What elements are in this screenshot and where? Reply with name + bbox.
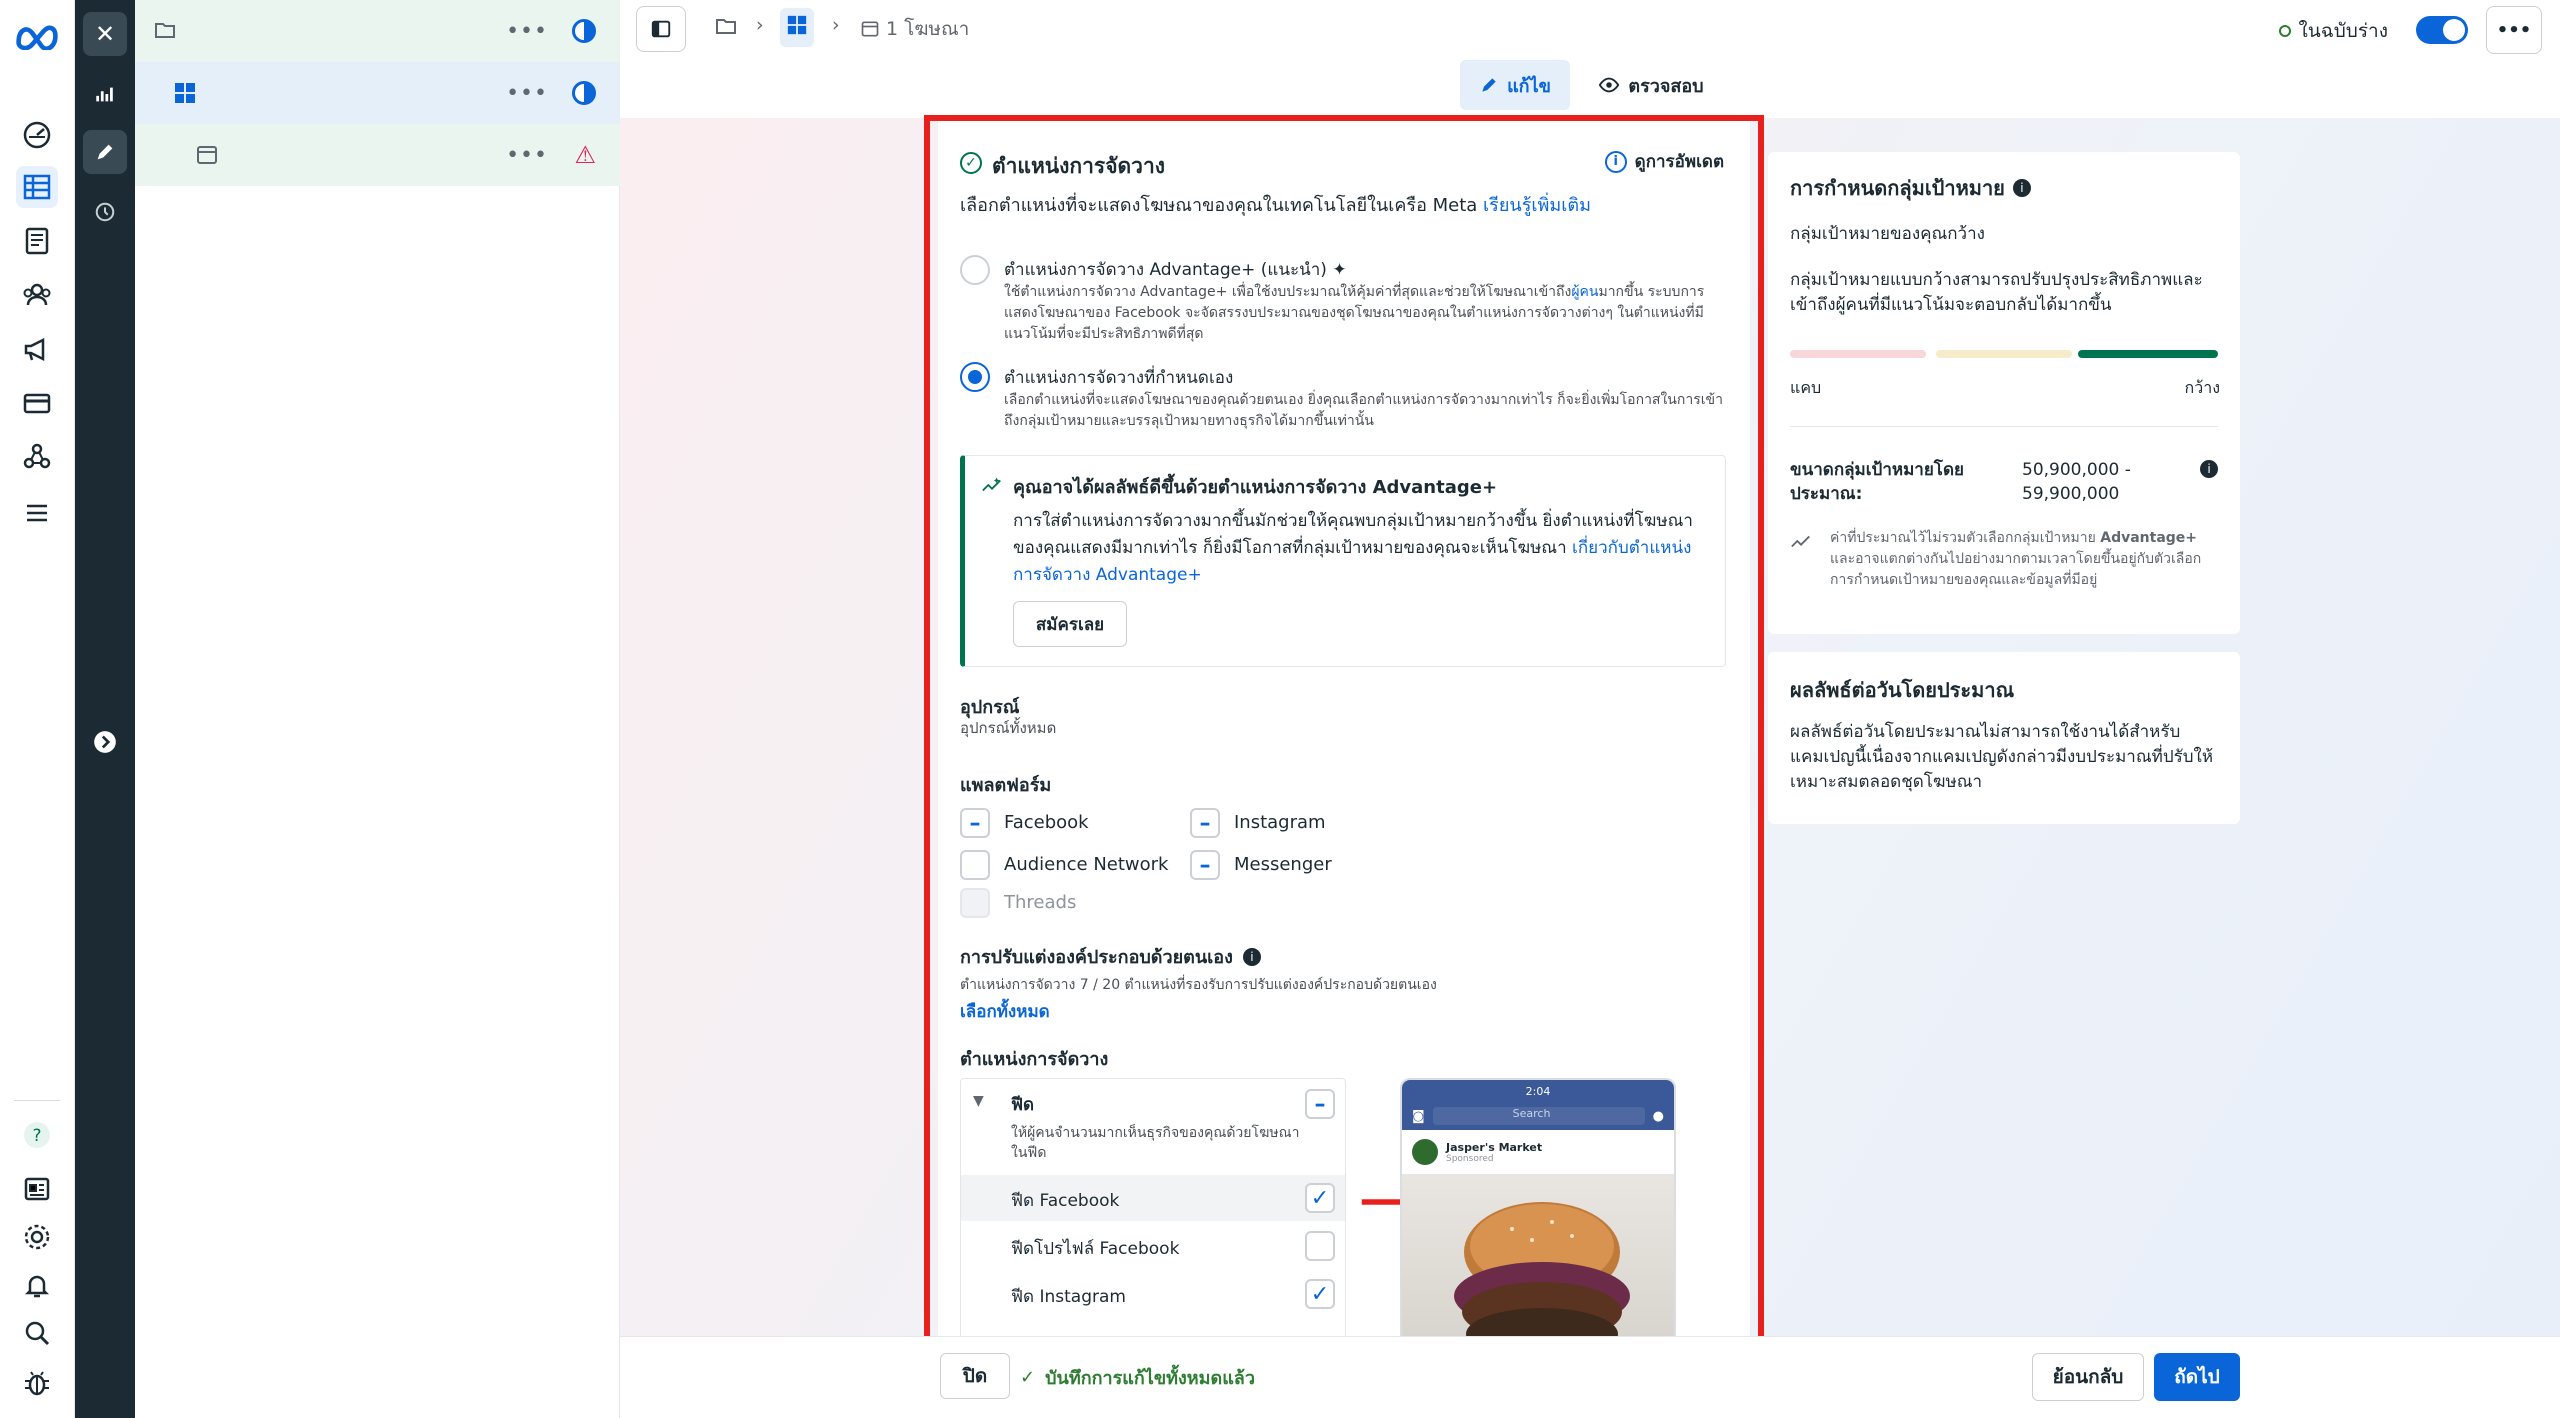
post-header [1402, 1130, 1674, 1174]
audience-meter [1790, 350, 2218, 358]
manual-option-description: เลือกตำแหน่งที่จะแสดงโฆษณาของคุณด้วยตนเอง ยิ่งคุณเลือกตำแหน่งการจัดวางมากเท่าไร ก็จะยิ่งเพิ่มโอกาสในการเข้าถึงกลุ่มเป้าหมายและบรรลุเป้าหมายทางธุรกิจได้มากขึ้นเท่านั้น [1004, 392, 1723, 429]
advantage-tip-card [960, 455, 1726, 667]
audience-note-bold: Advantage+ [2100, 530, 2198, 546]
asset-customization-label: การปรับแต่งองค์ประกอบด้วยตนเอง [960, 947, 1233, 968]
devices-value[interactable]: อุปกรณ์ทั้งหมด [960, 719, 1057, 737]
help-icon[interactable] [16, 1114, 58, 1156]
audience-note-part2: และอาจแตกต่างกันไปอย่างมากตามเวลาโดยขึ้นอยู่กับตัวเลือกการกำหนดเป้าหมายของคุณและข้อมูลที่มีอยู่ [1830, 551, 2202, 588]
info-icon[interactable]: i [2200, 460, 2218, 478]
audience-note-part1: ค่าที่ประมาณไว้ไม่รวมตัวเลือกกลุ่มเป้าหมาย [1830, 530, 2096, 546]
placement-checkbox[interactable]: ✓ [1305, 1183, 1335, 1213]
editor-topbar [620, 0, 2560, 60]
sponsored-label: Sponsored [1446, 1153, 1494, 1164]
audience-size-label: ขนาดกลุ่มเป้าหมายโดยประมาณ: [1790, 460, 1964, 504]
close-button-label: ปิด [962, 1365, 988, 1387]
breadcrumb-adset-icon[interactable] [780, 8, 814, 47]
audience-divider [1790, 426, 2218, 427]
audience-description: กลุ่มเป้าหมายแบบกว้างสามารถปรับปรุงประสิทธิภาพและเข้าถึงผู้คนที่มีแนวโน้มจะตอบกลับได้มากขึ้น [1790, 270, 2203, 315]
saved-check-icon: ✓ [1020, 1367, 1036, 1388]
phone-search-label: Search [1512, 1107, 1551, 1120]
placement-row-label: ฟีดโปรไฟล์ Facebook [1011, 1239, 1180, 1259]
tip-description-text: การใส่ตำแหน่งการจัดวางมากขึ้นมักช่วยให้คุณพบกลุ่มเป้าหมายกว้างขึ้น ยิ่งตำแหน่งที่โฆษณาของคุณแสดงมีมากเท่าไร ก็ยิ่งมีโอกาสที่กลุ่มเป้าหมายของคุณจะเห็นโฆษณา [1013, 511, 1693, 558]
draft-status-label: ในฉบับร่าง [2298, 20, 2388, 42]
draft-status-dot-icon [2279, 25, 2291, 37]
breadcrumb-campaign-folder-icon[interactable] [714, 14, 738, 43]
collapse-caret-icon[interactable]: ▼ [973, 1093, 984, 1109]
save-status-label: บันทึกการแก้ไขทั้งหมดแล้ว [1045, 1368, 1255, 1389]
tab-review-label: ตรวจสอบ [1628, 75, 1704, 97]
primary-nav [0, 0, 75, 1418]
tab-review[interactable] [1586, 60, 1716, 110]
tip-description [1013, 508, 1708, 589]
tree-row-adset[interactable] [135, 62, 620, 124]
platform-audience-network-checkbox[interactable] [960, 850, 990, 880]
tree-row-campaign[interactable] [135, 0, 620, 62]
audience-estimate-note [1830, 528, 2220, 591]
partial-status-icon [572, 81, 596, 105]
toggle-sidebar-button[interactable] [636, 6, 686, 52]
placement-row-facebook-profile-feed[interactable] [961, 1221, 1345, 1269]
learn-more-link[interactable]: เรียนรู้เพิ่มเติม [1483, 195, 1591, 216]
publish-toggle[interactable] [2416, 16, 2468, 44]
audience-meter-wide [2078, 350, 2218, 358]
audience-meter-narrow [1790, 350, 1926, 358]
audience-definition-card [1768, 152, 2240, 634]
audience-meter-wide-label: กว้าง [2184, 378, 2220, 397]
platforms-label: แพลตฟอร์ม [960, 775, 1052, 796]
see-updates-link[interactable] [1605, 148, 1724, 175]
draft-status [2279, 16, 2388, 46]
nav-divider [14, 1100, 60, 1101]
svg-text:?: ? [32, 1126, 42, 1146]
next-button-label: ถัดไป [2174, 1366, 2220, 1388]
daily-results-title: ผลลัพธ์ต่อวันโดยประมาณ [1790, 678, 2015, 702]
placements-list [960, 1078, 1346, 1336]
close-icon[interactable]: ✕ [83, 12, 127, 56]
advantage-option-desc-part1: ใช้ตำแหน่งการจัดวาง Advantage+ เพื่อใช้งบประมาณให้คุ้มค่าที่สุดและช่วยให้โฆษณาเข้าถึง [1004, 284, 1572, 300]
camera-icon: ◙ [1412, 1108, 1425, 1124]
advantage-option-description [1004, 282, 1724, 345]
advantage-placements-radio[interactable] [960, 255, 990, 285]
brand-name: Jasper's Market [1446, 1140, 1543, 1154]
breadcrumb-ad[interactable] [860, 14, 969, 44]
more-options-label: ••• [2496, 19, 2532, 41]
see-updates-label: ดูการอัพเดต [1634, 152, 1724, 172]
advantage-option-people-link[interactable]: ผู้คน [1571, 284, 1599, 300]
platform-threads-checkbox [960, 888, 990, 918]
phone-preview [1400, 1078, 1676, 1336]
advantage-option-desc-part2: มากขึ้น ระบบการแสดงโฆษณาของ Facebook จะจัดสรรงบประมาณของชุดโฆษณาของคุณในตำแหน่งการจัดวางต่างๆ ในตำแหน่งที่มีแนวโน้มที่จะมีประสิทธิภาพดีที่สุด [1004, 284, 1705, 342]
ad-window-icon [860, 19, 880, 39]
brand-avatar [1412, 1139, 1438, 1165]
apply-now-label: สมัครเลย [1035, 614, 1105, 635]
menu-icon[interactable] [16, 492, 58, 534]
section-complete-check-icon: ✓ [960, 152, 982, 174]
messenger-icon: ● [1652, 1108, 1664, 1124]
warning-icon: ⚠ [574, 141, 596, 169]
placement-row-label: ฟีด Facebook [1011, 1191, 1120, 1211]
daily-results-description: ผลลัพธ์ต่อวันโดยประมาณไม่สามารถใช้งานได้สำหรับแคมเปญนี้เนื่องจากแคมเปญดังกล่าวมีงบประมาณที่ปรับให้เหมาะสมตลอดชุดโฆษณา [1790, 722, 2214, 792]
history-clock-icon[interactable] [83, 190, 127, 234]
edit-pencil-icon [1479, 75, 1499, 95]
dashboard-icon[interactable] [16, 114, 58, 156]
platform-facebook-label: Facebook [1004, 812, 1089, 833]
notifications-bell-icon[interactable] [16, 1264, 58, 1306]
phone-search-bar [1402, 1102, 1674, 1130]
more-options-button[interactable] [2486, 6, 2542, 54]
tab-edit-label: แก้ไข [1507, 75, 1551, 97]
info-icon[interactable]: i [2013, 179, 2031, 197]
placement-checkbox[interactable] [1305, 1231, 1335, 1261]
back-button-label: ย้อนกลับ [2052, 1366, 2124, 1388]
placement-description-text: เลือกตำแหน่งที่จะแสดงโฆษณาของคุณในเทคโนโลยีในเครือ Meta [960, 195, 1478, 216]
info-icon: i [1605, 151, 1627, 173]
advantage-option-title-text: ตำแหน่งการจัดวาง Advantage+ (แนะนำ) [1004, 260, 1327, 280]
folder-icon [153, 18, 177, 47]
placement-description [960, 190, 1591, 219]
ad-window-icon [195, 143, 219, 172]
platform-messenger-label: Messenger [1234, 854, 1332, 875]
catalog-icon[interactable] [16, 220, 58, 262]
trend-icon [1790, 530, 1812, 557]
sparkle-icon: ✦ [1332, 260, 1347, 280]
campaign-tree [135, 0, 620, 1418]
platform-messenger-checkbox[interactable]: – [1190, 850, 1220, 880]
feeds-group-description: ให้ผู้คนจำนวนมากเห็นธุรกิจของคุณด้วยโฆษณาในฟีด [1011, 1125, 1300, 1161]
placement-row-label: ฟีด Instagram [1011, 1287, 1126, 1307]
tip-learn-link[interactable]: เกี่ยวกับตำแหน่งการจัดวาง Advantage+ [1013, 538, 1692, 585]
devices-label: อุปกรณ์ [960, 697, 1020, 718]
audience-title-row [1790, 172, 2031, 204]
phone-search-field [1433, 1107, 1645, 1125]
meta-logo[interactable] [14, 22, 60, 58]
placement-row-instagram-feed[interactable] [961, 1269, 1345, 1317]
post-image-burger [1402, 1174, 1674, 1336]
eye-icon [1598, 74, 1620, 96]
feeds-group-label: ฟีด [1011, 1095, 1035, 1115]
placement-section [938, 120, 1750, 1336]
audiences-icon[interactable] [16, 274, 58, 316]
platform-instagram-checkbox[interactable]: – [1190, 808, 1220, 838]
campaigns-table-icon[interactable] [16, 166, 58, 208]
next-button[interactable] [2154, 1353, 2240, 1401]
tree-row-ad[interactable] [135, 124, 620, 186]
adset-grid-icon [173, 81, 197, 110]
feeds-group-row[interactable] [961, 1079, 1345, 1175]
bug-report-icon[interactable] [16, 1362, 58, 1404]
placements-list-label: ตำแหน่งการจัดวาง [960, 1049, 1109, 1070]
reporting-chart-icon[interactable] [83, 72, 127, 116]
daily-results-card [1768, 652, 2240, 824]
placement-row-facebook-feed[interactable] [961, 1175, 1345, 1221]
advantage-option-title [1004, 256, 1347, 283]
apply-now-button[interactable] [1013, 601, 1127, 647]
trend-icon [981, 474, 1003, 501]
audience-size-value: 50,900,000 - 59,900,000 [2022, 460, 2131, 504]
edit-pencil-icon[interactable] [83, 130, 127, 174]
platform-threads-label: Threads [1004, 892, 1077, 913]
platform-facebook-checkbox[interactable]: – [960, 808, 990, 838]
sidebar-panel-icon [650, 18, 672, 40]
asset-customization-count: ตำแหน่งการจัดวาง 7 / 20 ตำแหน่งที่รองรับการปรับแต่งองค์ประกอบด้วยตนเอง [960, 977, 1437, 993]
platform-instagram-label: Instagram [1234, 812, 1326, 833]
phone-time: 2:04 [1525, 1084, 1551, 1098]
audience-subtitle: กลุ่มเป้าหมายของคุณกว้าง [1790, 224, 1985, 244]
megaphone-icon[interactable] [16, 328, 58, 370]
back-button[interactable] [2032, 1353, 2144, 1401]
audience-title: การกำหนดกลุ่มเป้าหมาย [1790, 176, 2005, 200]
breadcrumb-chevron-icon: › [832, 14, 840, 36]
editor-footer [620, 1336, 2560, 1418]
expand-panel-chevron-icon[interactable] [83, 720, 127, 764]
breadcrumb-chevron-icon: › [756, 14, 764, 36]
breadcrumb-ad-label: 1 โฆษณา [886, 18, 970, 40]
tab-edit[interactable] [1460, 60, 1570, 110]
feeds-group-checkbox[interactable]: – [1305, 1089, 1335, 1119]
manual-placements-radio[interactable] [960, 362, 990, 392]
placement-checkbox[interactable]: ✓ [1305, 1279, 1335, 1309]
mode-tabs [620, 60, 2560, 118]
select-all-link[interactable]: เลือกทั้งหมด [960, 1002, 1050, 1022]
audience-meter-narrow-label: แคบ [1790, 378, 1822, 397]
audience-meter-mid [1936, 350, 2072, 358]
tip-title: คุณอาจได้ผลลัพธ์ดีขึ้นด้วยตำแหน่งการจัดวาง Advantage+ [1013, 477, 1498, 498]
editor-tool-rail [75, 0, 135, 1418]
placement-title: ตำแหน่งการจัดวาง [992, 154, 1165, 178]
row-more-options[interactable]: ••• [506, 80, 548, 106]
asset-customization-heading [960, 942, 1261, 971]
save-status [1020, 1363, 1255, 1392]
close-button[interactable] [940, 1353, 1010, 1399]
manual-option-title: ตำแหน่งการจัดวางที่กำหนดเอง [1004, 368, 1234, 388]
settings-gear-icon[interactable] [16, 1216, 58, 1258]
platform-audience-network-label: Audience Network [1004, 854, 1169, 875]
news-icon[interactable] [16, 1168, 58, 1210]
business-tools-icon[interactable] [16, 436, 58, 478]
info-icon[interactable]: i [1243, 948, 1261, 966]
row-more-options[interactable]: ••• [506, 18, 548, 44]
phone-status-bar [1402, 1080, 1674, 1102]
billing-card-icon[interactable] [16, 382, 58, 424]
search-icon[interactable] [16, 1312, 58, 1354]
partial-status-icon [572, 19, 596, 43]
row-more-options[interactable]: ••• [506, 142, 548, 168]
